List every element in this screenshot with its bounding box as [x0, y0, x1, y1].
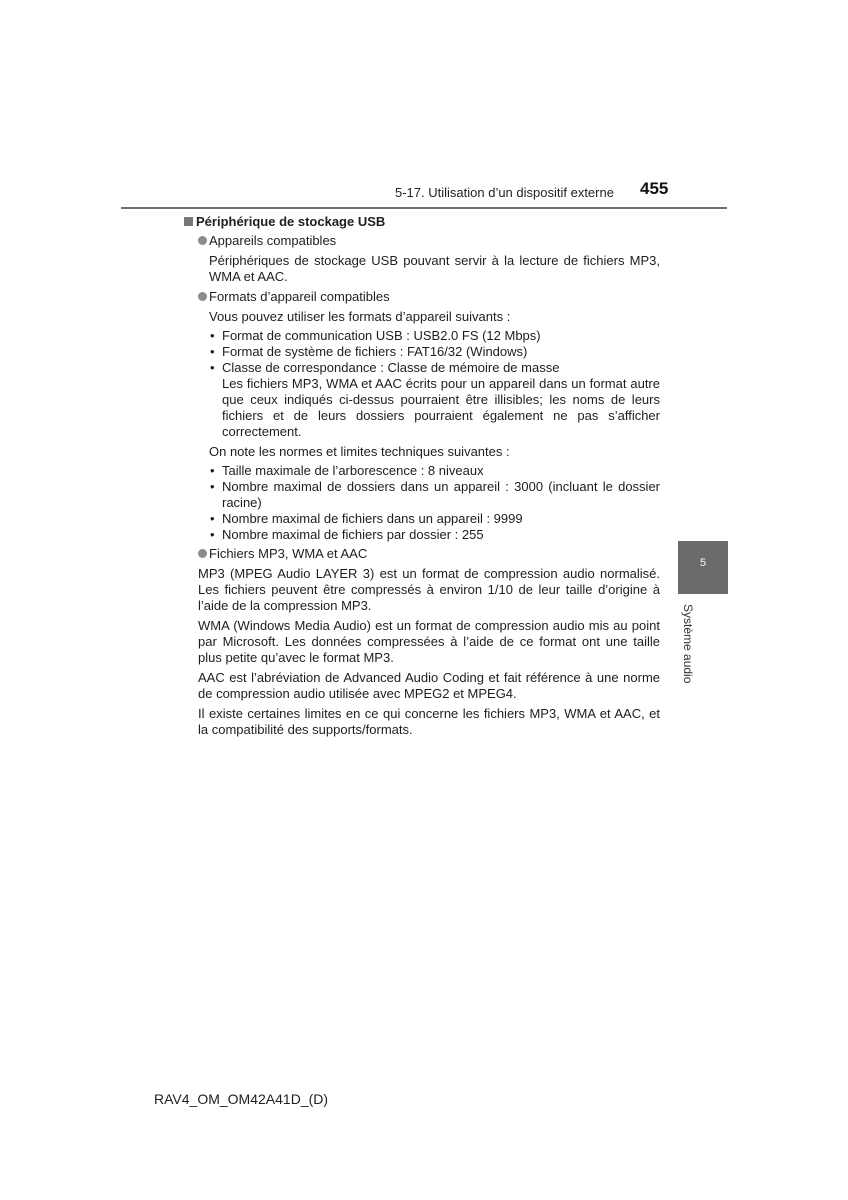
- subsection-heading-formats: [184, 289, 660, 305]
- subsection-heading-text: Fichiers MP3, WMA et AAC: [209, 546, 368, 561]
- devices-paragraph: Périphériques de stockage USB pouvant servir à la lecture de fichiers MP3, WMA et AAC.: [209, 253, 660, 284]
- limits-lead: On note les normes et limites techniques suivantes :: [209, 444, 510, 459]
- chapter-label: [681, 604, 697, 694]
- circle-bullet-icon: [198, 549, 207, 558]
- page-content: [184, 214, 660, 742]
- running-header-title: 5-17. Utilisation d’un dispositif externe: [395, 185, 614, 200]
- mp3-paragraph: MP3 (MPEG Audio LAYER 3) est un format de compression audio normalisé. Les fichiers peuvent être compressés à environ 1/10 de leur taille d’origine à l’aide de la compression MP3.: [198, 566, 660, 613]
- subsection-heading-text: Formats d’appareil compatibles: [209, 289, 390, 304]
- list-item: • Format de système de fichiers : FAT16/32 (Windows): [210, 344, 528, 359]
- wma-paragraph: WMA (Windows Media Audio) est un format de compression audio mis au point par Microsoft. Les données compressées à l’aide de ce format ont une taille plus petite qu’avec le format MP3.: [198, 618, 660, 665]
- chapter-tab: [678, 541, 728, 594]
- chapter-number: 5: [699, 557, 707, 569]
- header-divider: [121, 207, 727, 209]
- document-code: RAV4_OM_OM42A41D_(D): [154, 1091, 329, 1107]
- circle-bullet-icon: [198, 236, 207, 245]
- class-note: Les fichiers MP3, WMA et AAC écrits pour un appareil dans un format autre que ceux indiqués ci-dessus pourraient être illisibles; les noms de leurs fichiers et de leurs dossiers pourraient également ne pas s’afficher correctement.: [222, 376, 660, 439]
- section-heading: [184, 214, 660, 230]
- section-heading-text: Périphérique de stockage USB: [196, 214, 386, 229]
- chapter-label-text: Système audio: [681, 604, 695, 684]
- list-item: • Classe de correspondance : Classe de mémoire de masse Les fichiers MP3, WMA et AAC écrits pour un appareil dans un format autre que ceux indiqués ci-dessus pourraient être illisibles; les noms de leurs fichiers et de leurs dossiers pourraient également ne pas s’afficher correctement.: [210, 360, 660, 439]
- subsection-heading-audio-files: [184, 546, 660, 562]
- page-number: 455: [640, 179, 669, 198]
- formats-list: [209, 328, 660, 440]
- limits-paragraph: Il existe certaines limites en ce qui concerne les fichiers MP3, WMA et AAC, et la compatibilité des supports/formats.: [198, 706, 660, 737]
- subsection-heading-devices: [184, 233, 660, 249]
- list-item: • Taille maximale de l’arborescence : 8 niveaux: [210, 463, 484, 478]
- list-item: • Nombre maximal de dossiers dans un appareil : 3000 (incluant le dossier racine): [210, 479, 660, 510]
- aac-paragraph: AAC est l’abréviation de Advanced Audio Coding et fait référence à une norme de compression audio utilisée avec MPEG2 et MPEG4.: [198, 670, 660, 701]
- subsection-heading-text: Appareils compatibles: [209, 233, 337, 248]
- formats-lead: Vous pouvez utiliser les formats d’appareil suivants :: [209, 309, 511, 324]
- list-item: • Nombre maximal de fichiers par dossier : 255: [210, 527, 484, 542]
- limits-list: [209, 463, 660, 543]
- list-item: • Format de communication USB : USB2.0 FS (12 Mbps): [210, 328, 541, 343]
- square-bullet-icon: [184, 217, 193, 226]
- circle-bullet-icon: [198, 292, 207, 301]
- list-item: • Nombre maximal de fichiers dans un appareil : 9999: [210, 511, 523, 526]
